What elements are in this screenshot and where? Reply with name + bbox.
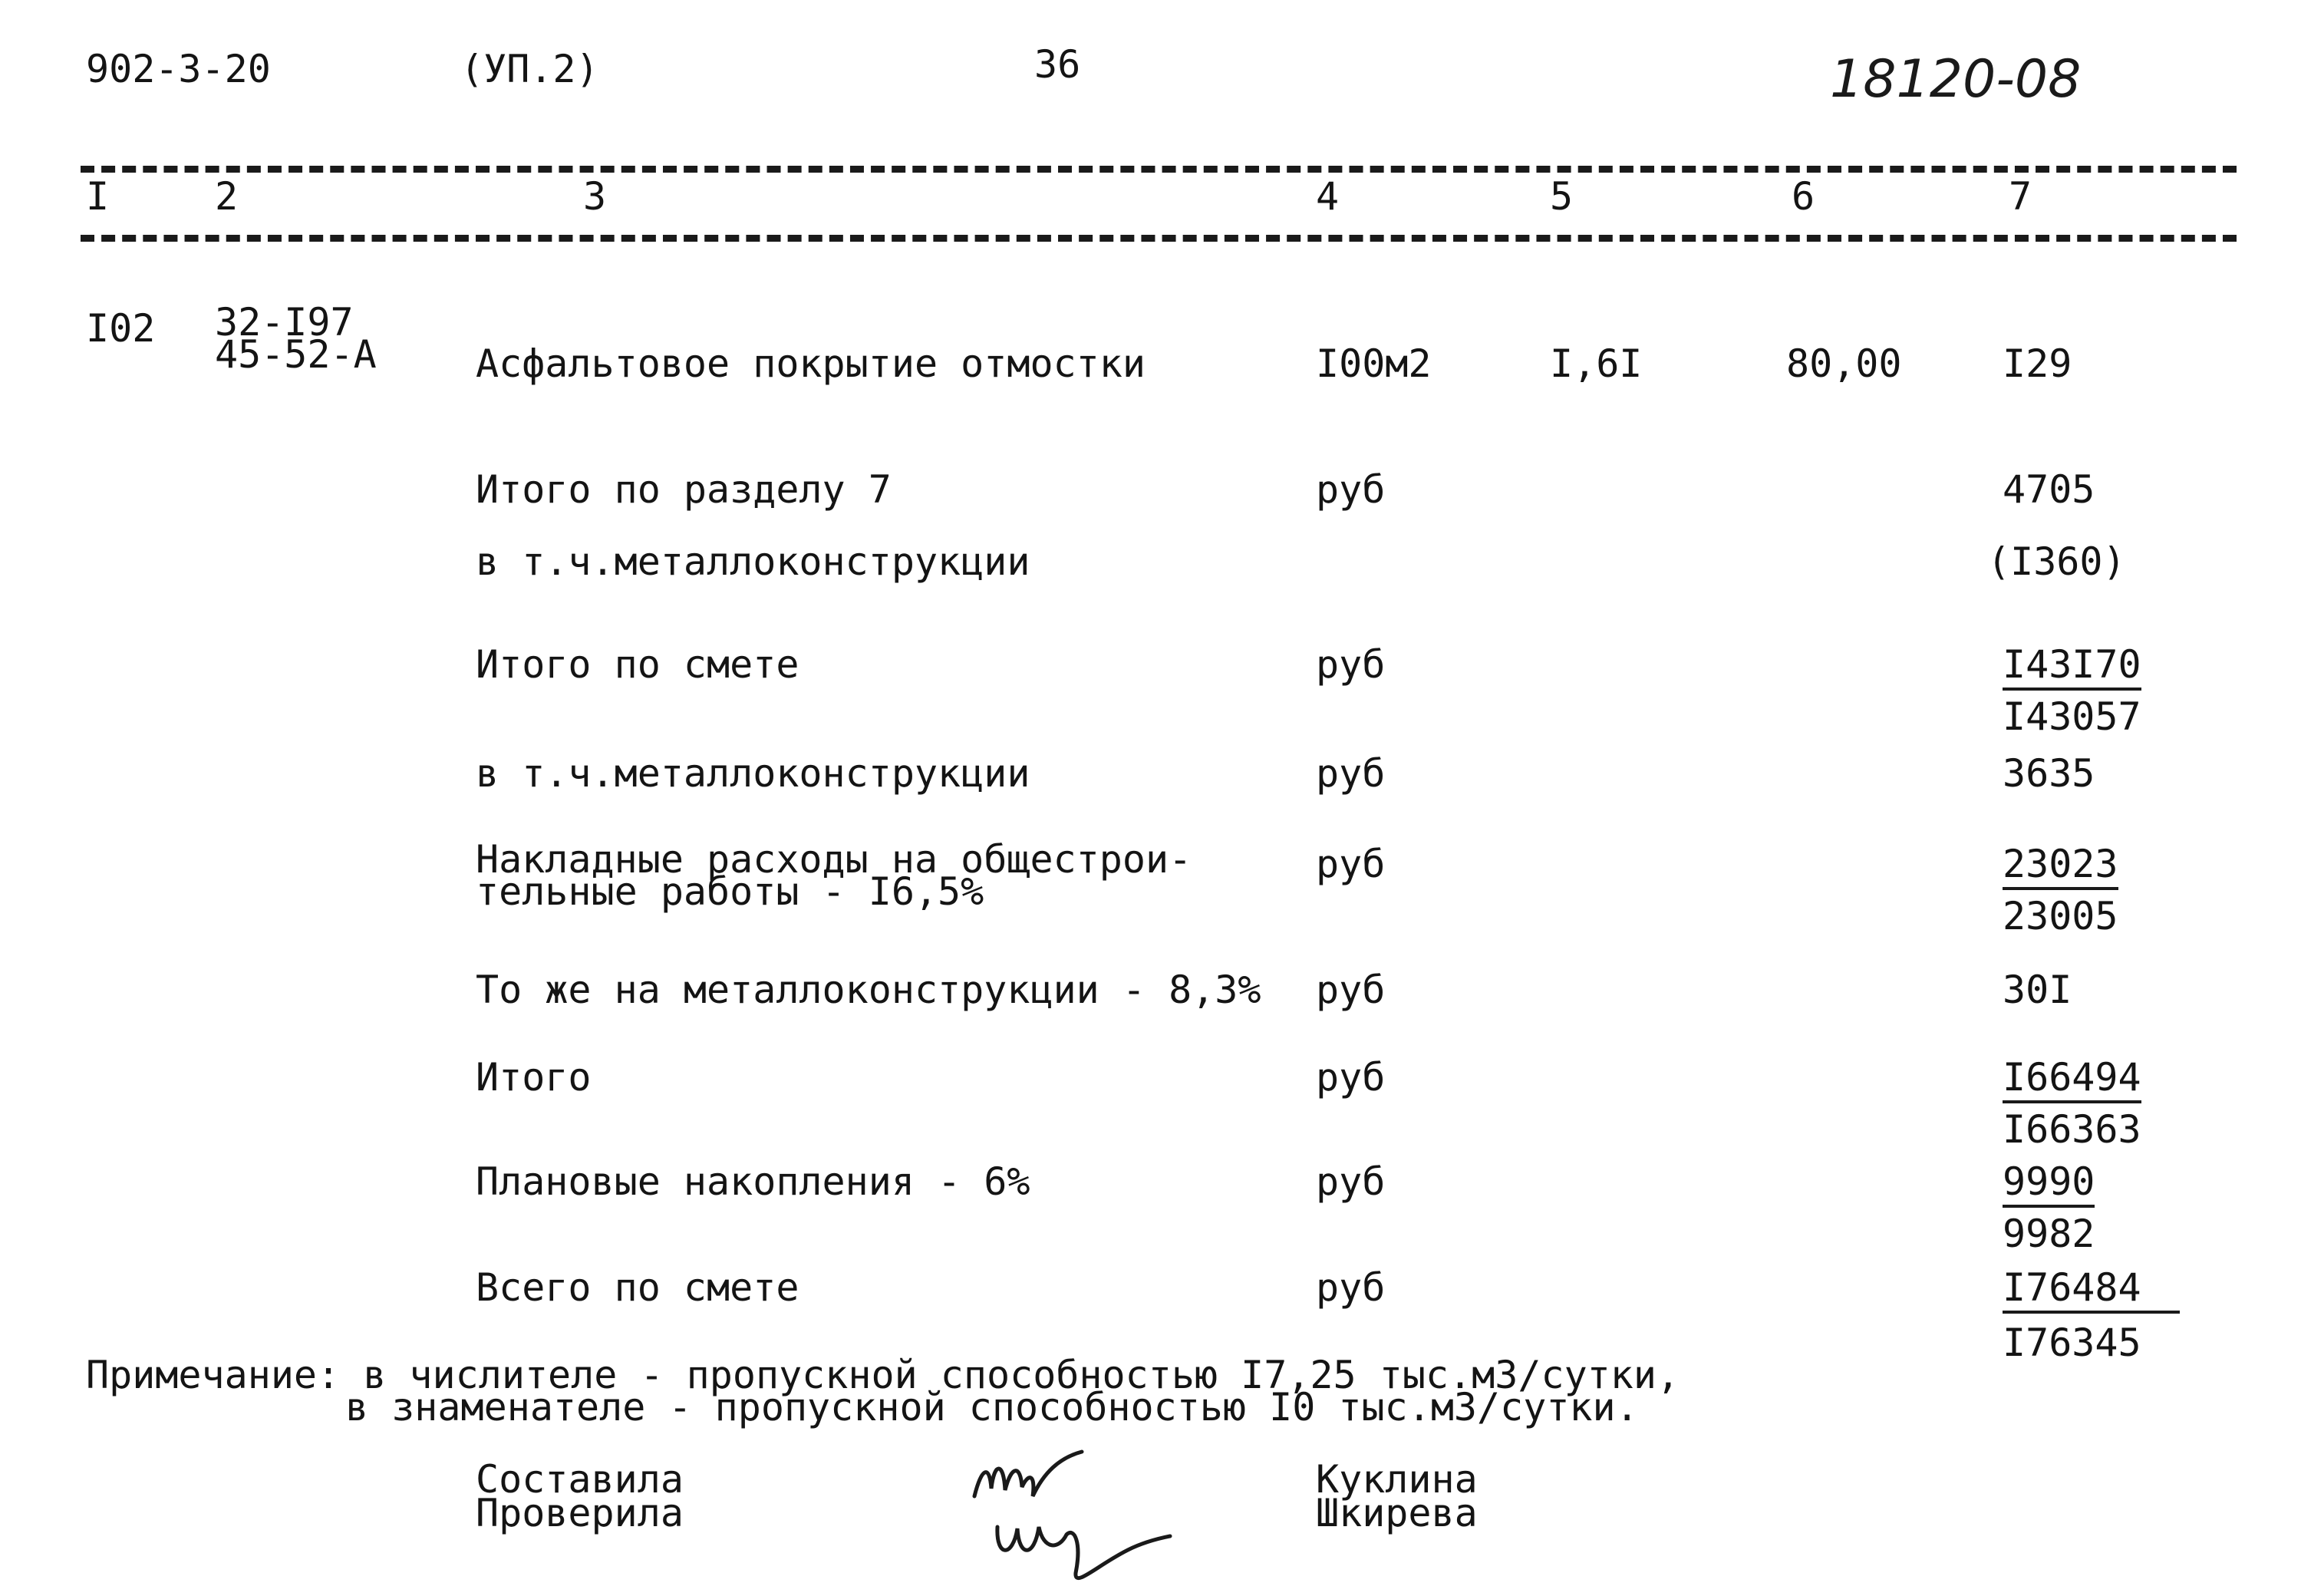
checked-by-label: Проверила [476,1491,684,1535]
note-line-1: Примечание: в числителе - пропускной способностью I7,25 тыс.м3/сутки, [86,1353,1680,1397]
summary-unit: руб [1316,1265,1386,1310]
column-header-3: 3 [583,174,607,219]
item-number: I02 [86,306,156,351]
item-code-line1: 32-I97 [215,300,354,345]
summary-unit: руб [1316,968,1386,1012]
checker-name: Шкирева [1316,1491,1478,1535]
summary-label: в т.ч.металлоконструкции [476,539,1030,584]
checker-signature [990,1504,1174,1596]
summary-label: Накладные расходы на общестрои- [476,837,1192,882]
summary-label: Плановые накопления - 6% [476,1159,1030,1204]
note-line-2: в знаменателе - пропускной способностью I0 тыс.м3/сутки. [345,1385,1639,1429]
summary-value-numerator: 9990 [2003,1160,2095,1208]
summary-value: (I360) [1987,539,2126,584]
summary-value-numerator: I76484 [2003,1266,2180,1314]
summary-value-numerator: I66494 [2003,1056,2141,1103]
summary-value-denominator: I76345 [2003,1321,2141,1365]
sheet-number: 18120-08 [1830,49,2082,110]
summary-value-denominator: 9982 [2003,1212,2095,1256]
summary-value-denominator: 23005 [2003,894,2118,938]
column-header-1: I [86,174,110,219]
column-header-2: 2 [215,174,239,219]
document-code: 902-3-20 [86,47,271,91]
summary-label: То же на металлоконструкции - 8,3% [476,968,1261,1012]
summary-value-numerator: 23023 [2003,843,2118,890]
summary-label-line2: тельные работы - I6,5% [476,869,984,914]
summary-unit: руб [1316,751,1386,796]
compiled-by-label: Составила [476,1457,684,1502]
variant-label: (УП.2) [460,47,599,91]
column-header-6: 6 [1792,174,1815,219]
summary-value: 3635 [2003,751,2095,796]
compiler-signature [967,1443,1120,1512]
column-header-5: 5 [1550,174,1574,219]
summary-label: Итого по смете [476,642,799,687]
summary-value-denominator: I66363 [2003,1107,2141,1152]
item-price: 80,00 [1786,341,1902,386]
summary-label: Итого по разделу 7 [476,467,892,512]
column-header-7: 7 [2009,174,2032,219]
item-total: I29 [2003,341,2072,386]
summary-value: 30I [2003,968,2072,1012]
summary-unit: руб [1316,467,1386,512]
compiler-name: Куклина [1316,1457,1478,1502]
summary-label: Всего по смете [476,1265,799,1310]
item-name: Асфальтовое покрытие отмостки [476,341,1146,386]
item-unit: I00м2 [1316,341,1432,386]
summary-label: Итого [476,1055,592,1100]
summary-unit: руб [1316,1159,1386,1204]
column-header-4: 4 [1316,174,1340,219]
summary-value-denominator: I43057 [2003,694,2141,739]
summary-unit: руб [1316,642,1386,687]
summary-unit: руб [1316,842,1386,886]
page-number: 36 [1034,42,1081,87]
item-code-line2: 45-52-А [215,332,377,377]
header-divider-bottom [81,235,2237,242]
summary-value-numerator: I43I70 [2003,643,2141,691]
item-quantity: I,6I [1550,341,1643,386]
summary-label: в т.ч.металлоконструкции [476,751,1030,796]
summary-value: 4705 [2003,467,2095,512]
header-divider-top [81,166,2237,173]
summary-unit: руб [1316,1055,1386,1100]
